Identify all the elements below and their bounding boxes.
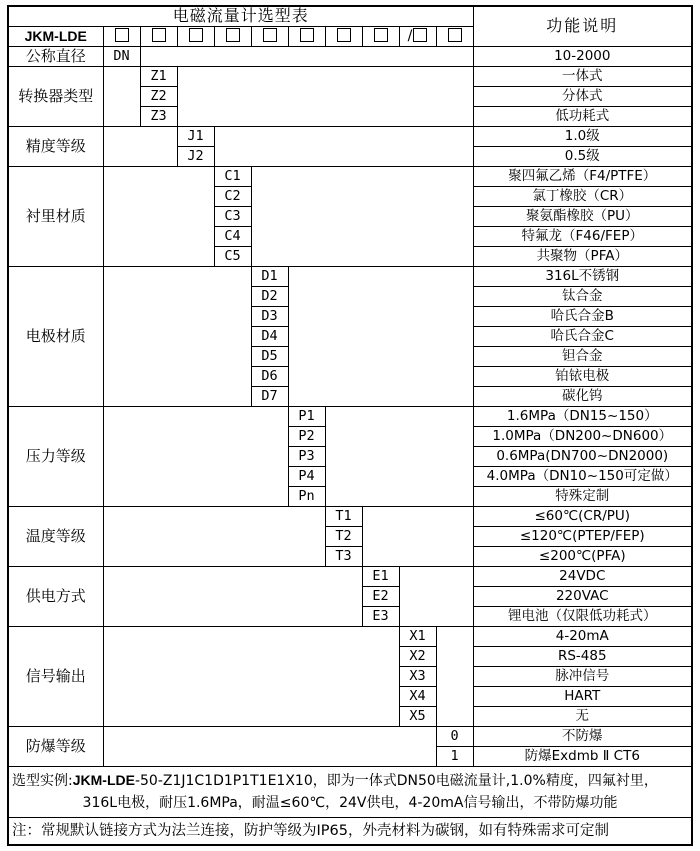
option-desc: 碳化钨	[473, 387, 692, 407]
category-label: 精度等级	[8, 127, 103, 167]
checkbox-icon[interactable]	[413, 28, 427, 42]
option-desc: 聚四氟乙烯（F4/PTFE）	[473, 167, 692, 187]
spacer-cell	[399, 567, 473, 627]
option-code: X4	[399, 687, 436, 707]
option-desc: 1.6MPa（DN15~150）	[473, 407, 692, 427]
option-code: P2	[288, 427, 325, 447]
option-code: Z2	[140, 87, 177, 107]
checkbox-icon[interactable]	[374, 28, 388, 42]
option-desc: ≤200℃(PFA)	[473, 547, 692, 567]
table-title: 电磁流量计选型表	[8, 6, 473, 27]
option-code: 1	[436, 747, 473, 767]
option-code: P1	[288, 407, 325, 427]
table-row	[8, 67, 692, 87]
category-label: 公称直径	[8, 47, 103, 67]
model-code-label: JKM-LDE	[8, 27, 103, 47]
option-code: D5	[251, 347, 288, 367]
checkbox-icon[interactable]	[189, 28, 203, 42]
spacer-cell	[103, 167, 214, 267]
option-code: X1	[399, 627, 436, 647]
option-code: D2	[251, 287, 288, 307]
table-row	[8, 127, 692, 147]
example-line-2: 316L电极，耐压1.6MPa，耐温≤60℃，24V供电，4-20mA信号输出，不带防爆功能	[82, 794, 618, 811]
checkbox-icon[interactable]	[337, 28, 351, 42]
code-checkbox-cell-4[interactable]	[214, 27, 251, 47]
spacer-cell	[103, 67, 140, 127]
option-desc: 0.6MPa(DN700~DN2000)	[473, 447, 692, 467]
spacer-cell	[436, 627, 473, 727]
option-desc: 聚氨酯橡胶（PU）	[473, 207, 692, 227]
spacer-cell	[177, 67, 473, 127]
option-desc: ≤120℃(PTEP/FEP)	[473, 527, 692, 547]
option-desc: 1.0级	[473, 127, 692, 147]
option-desc: 220VAC	[473, 587, 692, 607]
option-desc: 316L不锈钢	[473, 267, 692, 287]
option-code: E1	[362, 567, 399, 587]
category-label: 供电方式	[8, 567, 103, 627]
option-code: D7	[251, 387, 288, 407]
category-label: 防爆等级	[8, 727, 103, 767]
code-checkbox-cell-2[interactable]	[140, 27, 177, 47]
table-row	[8, 567, 692, 587]
option-code: P4	[288, 467, 325, 487]
option-code: C5	[214, 247, 251, 267]
option-desc: 10-2000	[473, 47, 692, 67]
spacer-cell	[103, 407, 288, 507]
option-code: X3	[399, 667, 436, 687]
option-desc: 不防爆	[473, 727, 692, 747]
option-desc: 0.5级	[473, 147, 692, 167]
table-row	[8, 167, 692, 187]
category-label: 转换器类型	[8, 67, 103, 127]
selection-example	[8, 767, 692, 818]
option-desc: 一体式	[473, 67, 692, 87]
example-prefix: 选型实例:	[12, 773, 73, 789]
table-row	[8, 267, 692, 287]
code-checkbox-cell-10[interactable]	[436, 27, 473, 47]
spacer-cell	[325, 407, 473, 507]
option-desc: 4.0MPa（DN10~150可定做）	[473, 467, 692, 487]
option-desc: 低功耗式	[473, 107, 692, 127]
option-code: T1	[325, 507, 362, 527]
category-label: 电极材质	[8, 267, 103, 407]
option-desc: 共聚物（PFA）	[473, 247, 692, 267]
table-row	[8, 727, 692, 747]
checkbox-icon[interactable]	[226, 28, 240, 42]
spacer-cell	[362, 507, 473, 567]
option-code: Pn	[288, 487, 325, 507]
option-desc: 1.0MPa（DN200~DN600）	[473, 427, 692, 447]
option-code: D6	[251, 367, 288, 387]
option-code: 0	[436, 727, 473, 747]
option-code: E2	[362, 587, 399, 607]
checkbox-icon[interactable]	[152, 28, 166, 42]
option-desc: 特氟龙（F46/FEP）	[473, 227, 692, 247]
option-code: D1	[251, 267, 288, 287]
code-checkbox-cell-6[interactable]	[288, 27, 325, 47]
code-checkbox-cell-5[interactable]	[251, 27, 288, 47]
note-text: 注：常规默认链接方式为法兰连接，防护等级为IP65，外壳材料为碳钢，如有特殊需求可定制	[8, 818, 692, 846]
option-code: D4	[251, 327, 288, 347]
spacer-cell	[103, 627, 399, 727]
checkbox-prefix: /	[407, 28, 413, 45]
option-desc: 铂铱电极	[473, 367, 692, 387]
category-label: 衬里材质	[8, 167, 103, 267]
code-checkbox-cell-1[interactable]	[103, 27, 140, 47]
table-row	[8, 407, 692, 427]
spacer-cell	[214, 127, 473, 167]
option-code: Z3	[140, 107, 177, 127]
spacer-cell	[103, 727, 436, 767]
option-code: C1	[214, 167, 251, 187]
option-code: T2	[325, 527, 362, 547]
code-checkbox-cell-7[interactable]	[325, 27, 362, 47]
option-code: C3	[214, 207, 251, 227]
option-code: DN	[103, 47, 140, 67]
option-code: T3	[325, 547, 362, 567]
table-row	[8, 507, 692, 527]
spacer-cell	[140, 47, 473, 67]
example-model: JKM-LDE	[72, 772, 135, 788]
option-code: X5	[399, 707, 436, 727]
category-label: 压力等级	[8, 407, 103, 507]
option-desc: 分体式	[473, 87, 692, 107]
option-desc: 脉冲信号	[473, 667, 692, 687]
checkbox-icon[interactable]	[263, 28, 277, 42]
option-code: C2	[214, 187, 251, 207]
checkbox-icon[interactable]	[115, 28, 129, 42]
option-desc: 哈氏合金C	[473, 327, 692, 347]
note-row	[8, 818, 692, 846]
option-desc: 24VDC	[473, 567, 692, 587]
option-code: P3	[288, 447, 325, 467]
table-row	[8, 47, 692, 67]
spacer-cell	[103, 127, 177, 167]
option-code: E3	[362, 607, 399, 627]
spacer-cell	[103, 507, 325, 567]
option-desc: 哈氏合金B	[473, 307, 692, 327]
option-desc: ≤60℃(CR/PU)	[473, 507, 692, 527]
option-desc: 氯丁橡胶（CR）	[473, 187, 692, 207]
option-code: C4	[214, 227, 251, 247]
spacer-cell	[103, 267, 251, 407]
spacer-cell	[103, 567, 362, 627]
option-code: X2	[399, 647, 436, 667]
example-line-1	[12, 770, 688, 793]
table-row	[8, 627, 692, 647]
option-code: D3	[251, 307, 288, 327]
option-desc: 防爆Exdmb Ⅱ CT6	[473, 747, 692, 767]
function-column-header: 功能说明	[473, 6, 692, 47]
category-label: 温度等级	[8, 507, 103, 567]
option-desc: 锂电池（仅限低功耗式）	[473, 607, 692, 627]
code-checkbox-cell-3[interactable]	[177, 27, 214, 47]
option-code: Z1	[140, 67, 177, 87]
option-desc: 无	[473, 707, 692, 727]
spacer-cell	[288, 267, 473, 407]
code-checkbox-cell-9[interactable]	[399, 27, 436, 47]
category-label: 信号输出	[8, 627, 103, 727]
option-code: J1	[177, 127, 214, 147]
spacer-cell	[251, 167, 473, 267]
option-code: J2	[177, 147, 214, 167]
option-desc: 钽合金	[473, 347, 692, 367]
option-desc: 4-20mA	[473, 627, 692, 647]
checkbox-icon[interactable]	[300, 28, 314, 42]
checkbox-icon[interactable]	[448, 28, 462, 42]
option-desc: 特殊定制	[473, 487, 692, 507]
option-desc: 钛合金	[473, 287, 692, 307]
example-row	[8, 767, 692, 818]
option-desc: RS-485	[473, 647, 692, 667]
selection-table	[7, 5, 693, 846]
example-rest: -50-Z1J1C1D1P1T1E1X10，即为一体式DN50电磁流量计,1.0%精度，四氟衬里，	[134, 773, 658, 789]
option-desc: HART	[473, 687, 692, 707]
code-checkbox-cell-8[interactable]	[362, 27, 399, 47]
